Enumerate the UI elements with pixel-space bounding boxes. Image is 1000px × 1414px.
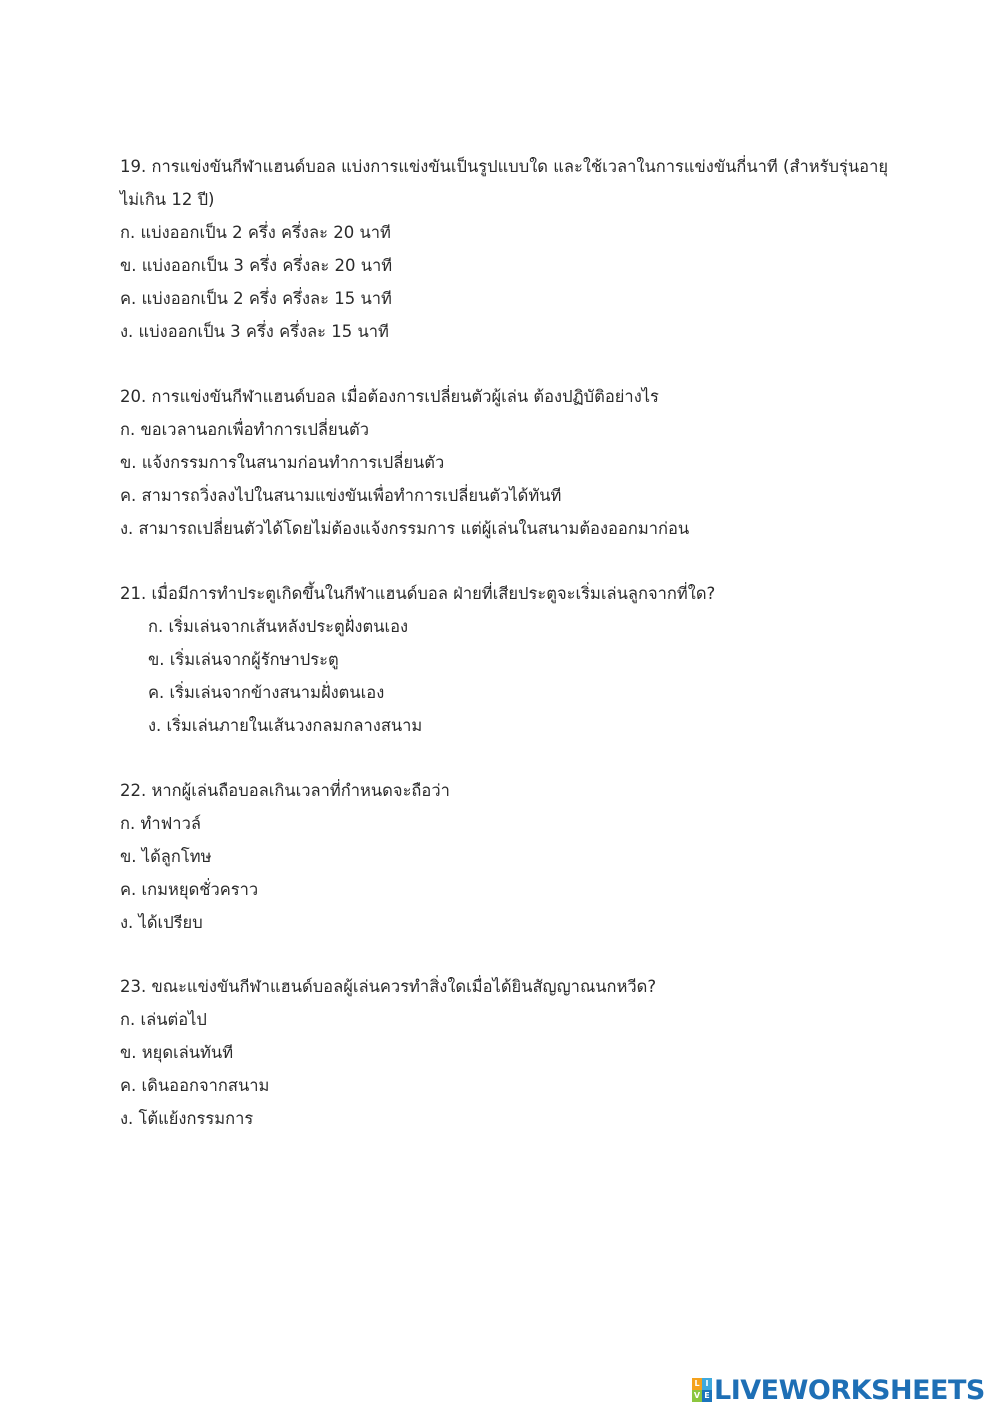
question-22-option-c: ค. เกมหยุดชั่วคราว <box>120 880 259 899</box>
question-21-option-a: ก. เริ่มเล่นจากเส้นหลังประตูฝั่งตนเอง <box>148 617 409 636</box>
logo-text: LIVEWORKSHEETS <box>714 1374 985 1406</box>
question-20-option-a: ก. ขอเวลานอกเพื่อทำการเปลี่ยนตัว <box>120 420 369 439</box>
question-22-option-d: ง. ได้เปรียบ <box>120 913 203 932</box>
question-19-option-b: ข. แบ่งออกเป็น 3 ครึ่ง ครึ่งละ 20 นาที <box>120 256 393 275</box>
question-23-option-d: ง. โต้แย้งกรรมการ <box>120 1109 254 1128</box>
question-19 <box>120 150 900 348</box>
question-19-option-c: ค. แบ่งออกเป็น 2 ครึ่ง ครึ่งละ 15 นาที <box>120 289 392 308</box>
question-20 <box>120 380 900 545</box>
logo-mark-letter-3: V <box>693 1391 701 1400</box>
question-19-option-a: ก. แบ่งออกเป็น 2 ครึ่ง ครึ่งละ 20 นาที <box>120 223 391 242</box>
question-23-option-c: ค. เดินออกจากสนาม <box>120 1076 270 1095</box>
question-21-option-d: ง. เริ่มเล่นภายในเส้นวงกลมกลางสนาม <box>148 716 423 735</box>
question-19-option-d: ง. แบ่งออกเป็น 3 ครึ่ง ครึ่งละ 15 นาที <box>120 322 389 341</box>
question-23-option-a: ก. เล่นต่อไป <box>120 1010 207 1029</box>
logo-mark-letter-4: E <box>702 1390 712 1402</box>
question-21-text: 21. เมื่อมีการทำประตูเกิดขึ้นในกีฬาแฮนด์บอล ฝ่ายที่เสียประตูจะเริ่มเล่นลูกจากที่ใด? <box>120 584 716 603</box>
question-19-text-line-1: 19. การแข่งขันกีฬาแฮนด์บอล แบ่งการแข่งขันเป็นรูปแบบใด และใช้เวลาในการแข่งขันกี่นาที (สำหรับรุ่นอายุ <box>120 157 888 176</box>
question-22 <box>120 774 900 939</box>
logo-mark-letter-1: L <box>692 1378 702 1390</box>
question-23 <box>120 970 900 1135</box>
logo-mark-icon <box>692 1378 712 1402</box>
question-21-option-b: ข. เริ่มเล่นจากผู้รักษาประตู <box>148 650 339 669</box>
question-20-option-c: ค. สามารถวิ่งลงไปในสนามแข่งขันเพื่อทำการเปลี่ยนตัวได้ทันที <box>120 486 562 505</box>
question-22-text: 22. หากผู้เล่นถือบอลเกินเวลาที่กำหนดจะถือว่า <box>120 781 450 800</box>
liveworksheets-logo <box>692 1373 985 1407</box>
question-20-text: 20. การแข่งขันกีฬาแฮนด์บอล เมื่อต้องการเปลี่ยนตัวผู้เล่น ต้องปฏิบัติอย่างไร <box>120 387 659 406</box>
question-21 <box>120 577 900 742</box>
question-21-option-c: ค. เริ่มเล่นจากข้างสนามฝั่งตนเอง <box>148 683 385 702</box>
question-23-text: 23. ขณะแข่งขันกีฬาแฮนด์บอลผู้เล่นควรทำสิ่งใดเมื่อได้ยินสัญญาณนกหวีด? <box>120 977 657 996</box>
question-22-option-b: ข. ได้ลูกโทษ <box>120 847 212 866</box>
question-22-option-a: ก. ทำฟาวล์ <box>120 814 201 833</box>
question-23-option-b: ข. หยุดเล่นทันที <box>120 1043 234 1062</box>
logo-mark-letter-2: I <box>702 1378 712 1390</box>
question-20-option-b: ข. แจ้งกรรมการในสนามก่อนทำการเปลี่ยนตัว <box>120 453 445 472</box>
question-20-option-d: ง. สามารถเปลี่ยนตัวได้โดยไม่ต้องแจ้งกรรมการ แต่ผู้เล่นในสนามต้องออกมาก่อน <box>120 519 690 538</box>
question-19-text-line-2: ไม่เกิน 12 ปี) <box>120 190 215 209</box>
